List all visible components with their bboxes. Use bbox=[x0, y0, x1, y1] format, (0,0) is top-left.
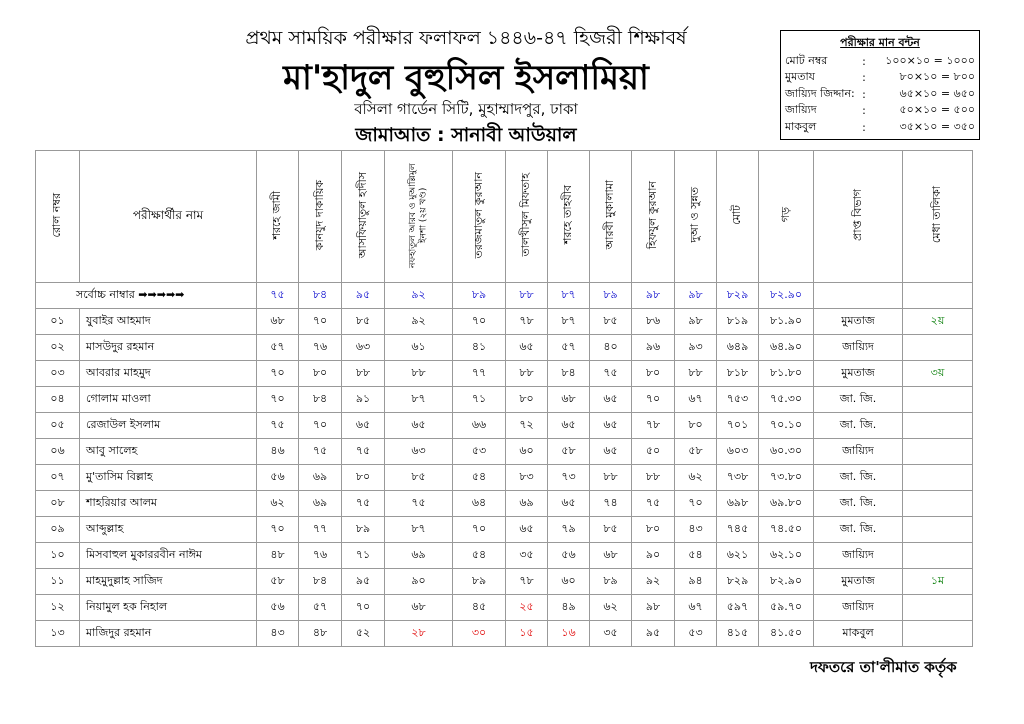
table-row bbox=[36, 543, 973, 569]
grade-row: মোট নম্বর : ১০০×১০ = ১০০০ bbox=[781, 53, 979, 70]
subject-mark: ৭২ bbox=[506, 413, 548, 439]
table-row bbox=[36, 569, 973, 595]
total-mark: ৫৯৭ bbox=[717, 595, 759, 621]
subject-mark: ৪৮ bbox=[257, 543, 299, 569]
merit-position bbox=[903, 387, 973, 413]
highest-mark: ৯৫ bbox=[342, 283, 385, 309]
grade-label: মুমতায bbox=[785, 70, 815, 84]
subject-mark: ৪১ bbox=[453, 335, 506, 361]
table-row bbox=[36, 491, 973, 517]
subject-mark: ৯৫ bbox=[342, 569, 385, 595]
subject-mark: ৮৭ bbox=[385, 387, 453, 413]
subject-mark: ৭৮ bbox=[506, 569, 548, 595]
subject-mark: ৬৮ bbox=[548, 387, 590, 413]
division: জায়্যিদ bbox=[814, 439, 903, 465]
subject-mark: ৬৫ bbox=[590, 387, 632, 413]
merit-position bbox=[903, 491, 973, 517]
highest-mark: ৮৮ bbox=[506, 283, 548, 309]
total-mark: ৭৩৮ bbox=[717, 465, 759, 491]
column-header: দুআ ও সুন্নত bbox=[675, 151, 717, 283]
subject-mark: ৬২ bbox=[675, 465, 717, 491]
subject-mark: ৭১ bbox=[342, 543, 385, 569]
column-header: শরহে তাহযীব bbox=[548, 151, 590, 283]
subject-mark: ৭০ bbox=[299, 413, 342, 439]
merit-position bbox=[903, 621, 973, 647]
subject-mark: ৮৮ bbox=[632, 465, 675, 491]
division: মুমতাজ bbox=[814, 569, 903, 595]
highest-mark: ৭৫ bbox=[257, 283, 299, 309]
subject-mark: ১৫ bbox=[506, 621, 548, 647]
subject-mark: ৭৪ bbox=[590, 491, 632, 517]
student-name: মিসবাহুল মুকাররবীন নাঈম bbox=[80, 543, 257, 569]
subject-mark: ৬৯ bbox=[506, 491, 548, 517]
average-mark: ৮১.৮০ bbox=[759, 361, 814, 387]
subject-mark: ৫৮ bbox=[548, 439, 590, 465]
table-row bbox=[36, 439, 973, 465]
subject-mark: ৩৫ bbox=[590, 621, 632, 647]
subject-mark: ৬৯ bbox=[385, 543, 453, 569]
subject-mark: ৬১ bbox=[385, 335, 453, 361]
merit-position: ২য় bbox=[903, 309, 973, 335]
roll-number: ১০ bbox=[36, 543, 80, 569]
column-header: তালখীসুল মিফতাহ bbox=[506, 151, 548, 283]
total-mark: ৬০৩ bbox=[717, 439, 759, 465]
total-mark: ৭৫৩ bbox=[717, 387, 759, 413]
grade-row: মাকবুল : ৩৫×১০ = ৩৫০ bbox=[781, 119, 979, 136]
subject-mark: ২৮ bbox=[385, 621, 453, 647]
subject-mark: ৫৬ bbox=[257, 465, 299, 491]
highest-total: ৮২৯ bbox=[717, 283, 759, 309]
subject-mark: ৭০ bbox=[257, 517, 299, 543]
subject-mark: ৬২ bbox=[590, 595, 632, 621]
subject-mark: ৮০ bbox=[299, 361, 342, 387]
student-name: আবু সালেহ bbox=[80, 439, 257, 465]
subject-mark: ৭০ bbox=[632, 387, 675, 413]
subject-mark: ৬৭ bbox=[675, 595, 717, 621]
total-mark: ৮২৯ bbox=[717, 569, 759, 595]
subject-mark: ৭৭ bbox=[453, 361, 506, 387]
grade-row: জায়্যিদ : ৫০×১০ = ৫০০ bbox=[781, 103, 979, 120]
table-row bbox=[36, 413, 973, 439]
student-name: মাসউদুর রহমান bbox=[80, 335, 257, 361]
roll-number: ০৪ bbox=[36, 387, 80, 413]
subject-mark: ৯২ bbox=[385, 309, 453, 335]
average-mark: ৮১.৯০ bbox=[759, 309, 814, 335]
student-name: মাজিদুর রহমান bbox=[80, 621, 257, 647]
subject-mark: ৬৮ bbox=[257, 309, 299, 335]
division: জা. জি. bbox=[814, 491, 903, 517]
roll-number: ০৬ bbox=[36, 439, 80, 465]
subject-mark: ৪৮ bbox=[299, 621, 342, 647]
subject-mark: ৬৯ bbox=[299, 465, 342, 491]
student-name: গোলাম মাওলা bbox=[80, 387, 257, 413]
subject-mark: ৫৭ bbox=[257, 335, 299, 361]
subject-mark: ৫৮ bbox=[675, 439, 717, 465]
subject-mark: ৮৮ bbox=[385, 361, 453, 387]
subject-mark: ৮৫ bbox=[342, 309, 385, 335]
subject-mark: ৫৩ bbox=[453, 439, 506, 465]
subject-mark: ৮০ bbox=[632, 361, 675, 387]
subject-mark: ৮৮ bbox=[590, 465, 632, 491]
subject-mark: ৭৩ bbox=[548, 465, 590, 491]
table-row bbox=[36, 517, 973, 543]
subject-mark: ৭৫ bbox=[257, 413, 299, 439]
subject-mark: ৮৭ bbox=[548, 309, 590, 335]
grade-value: ৮০×১০ = ৮০০ bbox=[899, 70, 975, 84]
roll-number: ০৫ bbox=[36, 413, 80, 439]
total-mark: ৭৪৫ bbox=[717, 517, 759, 543]
subject-mark: ৮৮ bbox=[342, 361, 385, 387]
highest-average: ৮২.৯০ bbox=[759, 283, 814, 309]
roll-number: ০৮ bbox=[36, 491, 80, 517]
subject-mark: ৬০ bbox=[506, 439, 548, 465]
student-name: আবরার মাহমুদ bbox=[80, 361, 257, 387]
subject-mark: ৮০ bbox=[632, 517, 675, 543]
subject-mark: ৮৩ bbox=[506, 465, 548, 491]
subject-mark: ৫৭ bbox=[548, 335, 590, 361]
column-header: রোল নম্বর bbox=[36, 151, 80, 283]
highest-mark: ৯৮ bbox=[632, 283, 675, 309]
subject-mark: ৪০ bbox=[590, 335, 632, 361]
subject-mark: ৮০ bbox=[342, 465, 385, 491]
subject-mark: ৭৫ bbox=[385, 491, 453, 517]
highest-mark: ৯২ bbox=[385, 283, 453, 309]
subject-mark: ৫৬ bbox=[548, 543, 590, 569]
subject-mark: ৮৬ bbox=[632, 309, 675, 335]
division: জায়্যিদ bbox=[814, 543, 903, 569]
highest-mark: ৮৯ bbox=[453, 283, 506, 309]
subject-mark: ৬৫ bbox=[342, 413, 385, 439]
subject-mark: ৪৩ bbox=[257, 621, 299, 647]
subject-mark: ৫৮ bbox=[257, 569, 299, 595]
table-row bbox=[36, 309, 973, 335]
subject-mark: ৫০ bbox=[632, 439, 675, 465]
average-mark: ৫৯.৭০ bbox=[759, 595, 814, 621]
subject-mark: ৫৩ bbox=[675, 621, 717, 647]
column-header: তরজমাতুল কুরআন bbox=[453, 151, 506, 283]
subject-mark: ৯৪ bbox=[675, 569, 717, 595]
merit-position bbox=[903, 517, 973, 543]
subject-mark: ৮৮ bbox=[675, 361, 717, 387]
column-header: কানযুদ দাকায়িক bbox=[299, 151, 342, 283]
subject-mark: ৭৫ bbox=[342, 491, 385, 517]
subject-mark: ৯০ bbox=[385, 569, 453, 595]
subject-mark: ৬৩ bbox=[385, 439, 453, 465]
subject-mark: ৬০ bbox=[548, 569, 590, 595]
subject-mark: ২৫ bbox=[506, 595, 548, 621]
subject-mark: ৭০ bbox=[257, 361, 299, 387]
total-mark: ৬৪৯ bbox=[717, 335, 759, 361]
subject-mark: ৮৪ bbox=[299, 387, 342, 413]
subject-mark: ৬৫ bbox=[506, 335, 548, 361]
table-row bbox=[36, 361, 973, 387]
subject-mark: ৯৬ bbox=[632, 335, 675, 361]
subject-mark: ৬৮ bbox=[385, 595, 453, 621]
table-row bbox=[36, 387, 973, 413]
merit-position bbox=[903, 335, 973, 361]
subject-mark: ৯২ bbox=[632, 569, 675, 595]
average-mark: ৪১.৫০ bbox=[759, 621, 814, 647]
subject-mark: ৭০ bbox=[299, 309, 342, 335]
subject-mark: ৮৫ bbox=[590, 517, 632, 543]
grade-label: মোট নম্বর bbox=[785, 53, 828, 67]
grade-row: জায়্যিদ জিদ্দান: : ৬৫×১০ = ৬৫০ bbox=[781, 86, 979, 103]
subject-mark: ৩০ bbox=[453, 621, 506, 647]
total-mark: ৬২১ bbox=[717, 543, 759, 569]
table-row bbox=[36, 595, 973, 621]
grade-box-title: পরীক্ষার মান বন্টন bbox=[840, 36, 920, 49]
subject-mark: ৭৫ bbox=[342, 439, 385, 465]
empty-cell bbox=[903, 283, 973, 309]
highest-mark: ৮৯ bbox=[590, 283, 632, 309]
subject-mark: ৭৫ bbox=[299, 439, 342, 465]
division: জায়্যিদ bbox=[814, 595, 903, 621]
subject-mark: ৬২ bbox=[257, 491, 299, 517]
highest-marks-label: সর্বোচ্চ নাম্বার ➡➡➡➡➡ bbox=[36, 283, 257, 309]
subject-mark: ৭০ bbox=[675, 491, 717, 517]
subject-mark: ৫৪ bbox=[453, 465, 506, 491]
subject-mark: ৯৩ bbox=[675, 335, 717, 361]
subject-mark: ৭৭ bbox=[299, 517, 342, 543]
grade-value: ১০০×১০ = ১০০০ bbox=[885, 53, 975, 67]
subject-mark: ৯৫ bbox=[632, 621, 675, 647]
subject-mark: ৯৮ bbox=[675, 309, 717, 335]
student-name: মাহমুদুল্লাহ সাজিদ bbox=[80, 569, 257, 595]
subject-mark: ৭৬ bbox=[299, 335, 342, 361]
institution-address: বসিলা গার্ডেন সিটি, মুহাম্মাদপুর, ঢাকা bbox=[354, 100, 578, 118]
roll-number: ১৩ bbox=[36, 621, 80, 647]
column-header: প্রাপ্ত বিভাগ bbox=[814, 151, 903, 283]
subject-mark: ৯৮ bbox=[632, 595, 675, 621]
empty-cell bbox=[814, 283, 903, 309]
division: মাকবুল bbox=[814, 621, 903, 647]
total-mark: ৮১৮ bbox=[717, 361, 759, 387]
subject-mark: ৫৬ bbox=[257, 595, 299, 621]
student-name: যুবাইর আহমাদ bbox=[80, 309, 257, 335]
merit-position: ১ম bbox=[903, 569, 973, 595]
average-mark: ৭৪.৫০ bbox=[759, 517, 814, 543]
subject-mark: ৭৯ bbox=[548, 517, 590, 543]
table-row bbox=[36, 335, 973, 361]
subject-mark: ৬৮ bbox=[590, 543, 632, 569]
subject-mark: ৭০ bbox=[257, 387, 299, 413]
subject-mark: ৭০ bbox=[453, 309, 506, 335]
column-header: মোট bbox=[717, 151, 759, 283]
column-header: আরবী মুকালামা bbox=[590, 151, 632, 283]
highest-marks-row bbox=[36, 283, 973, 309]
division: জা. জি. bbox=[814, 413, 903, 439]
subject-mark: ৬৫ bbox=[590, 439, 632, 465]
subject-mark: ৮৫ bbox=[385, 465, 453, 491]
division: মুমতাজ bbox=[814, 361, 903, 387]
institution-name: মা'হাদুল বুহুসিল ইসলামিয়া bbox=[283, 58, 649, 98]
subject-mark: ৪৬ bbox=[257, 439, 299, 465]
student-name: আব্দুল্লাহ bbox=[80, 517, 257, 543]
roll-number: ০৭ bbox=[36, 465, 80, 491]
subject-mark: ৭১ bbox=[453, 387, 506, 413]
total-mark: ৪১৫ bbox=[717, 621, 759, 647]
roll-number: ১২ bbox=[36, 595, 80, 621]
subject-mark: ৭৬ bbox=[299, 543, 342, 569]
subject-mark: ৬৬ bbox=[453, 413, 506, 439]
subject-mark: ৭৮ bbox=[506, 309, 548, 335]
column-header: আসফিয়াতুল হাদীস bbox=[342, 151, 385, 283]
average-mark: ৭৩.৮০ bbox=[759, 465, 814, 491]
grade-value: ৬৫×১০ = ৬৫০ bbox=[899, 86, 975, 100]
subject-mark: ৮৮ bbox=[506, 361, 548, 387]
column-header: হিফযুল কুরআন bbox=[632, 151, 675, 283]
exam-title: প্রথম সাময়িক পরীক্ষার ফলাফল ১৪৪৬-৪৭ হিজরী শিক্ষাবর্ষ bbox=[245, 27, 687, 49]
division: জা. জি. bbox=[814, 387, 903, 413]
division: জা. জি. bbox=[814, 517, 903, 543]
subject-mark: ৮৯ bbox=[342, 517, 385, 543]
subject-mark: ৬৫ bbox=[590, 413, 632, 439]
subject-mark: ৫৪ bbox=[453, 543, 506, 569]
subject-mark: ৭৮ bbox=[632, 413, 675, 439]
subject-mark: ৮৫ bbox=[590, 309, 632, 335]
subject-mark: ৬৫ bbox=[506, 517, 548, 543]
subject-mark: ৯০ bbox=[632, 543, 675, 569]
roll-number: ১১ bbox=[36, 569, 80, 595]
roll-number: ০২ bbox=[36, 335, 80, 361]
subject-mark: ৬৫ bbox=[385, 413, 453, 439]
roll-number: ০৯ bbox=[36, 517, 80, 543]
subject-mark: ৭৫ bbox=[590, 361, 632, 387]
merit-position bbox=[903, 465, 973, 491]
table-row bbox=[36, 621, 973, 647]
subject-mark: ৬৫ bbox=[548, 491, 590, 517]
column-header: মেধা তালিকা bbox=[903, 151, 973, 283]
subject-mark: ৭০ bbox=[342, 595, 385, 621]
subject-mark: ৯১ bbox=[342, 387, 385, 413]
grade-label: মাকবুল bbox=[785, 119, 817, 133]
merit-position bbox=[903, 413, 973, 439]
average-mark: ৭৫.৩০ bbox=[759, 387, 814, 413]
roll-number: ০১ bbox=[36, 309, 80, 335]
subject-mark: ৭৫ bbox=[632, 491, 675, 517]
merit-position: ৩য় bbox=[903, 361, 973, 387]
grade-label: জায়্যিদ bbox=[785, 103, 817, 117]
subject-mark: ৬৭ bbox=[675, 387, 717, 413]
grade-value: ৩৫×১০ = ৩৫০ bbox=[899, 119, 975, 133]
grade-row: মুমতায : ৮০×১০ = ৮০০ bbox=[781, 70, 979, 87]
merit-position bbox=[903, 439, 973, 465]
total-mark: ৮১৯ bbox=[717, 309, 759, 335]
column-header: পরীক্ষার্থীর নাম bbox=[80, 151, 257, 283]
highest-mark: ৯৮ bbox=[675, 283, 717, 309]
subject-mark: ৫৪ bbox=[675, 543, 717, 569]
average-mark: ৭০.১০ bbox=[759, 413, 814, 439]
division: জা. জি. bbox=[814, 465, 903, 491]
highest-mark: ৮৭ bbox=[548, 283, 590, 309]
subject-mark: ৮৪ bbox=[299, 569, 342, 595]
division: মুমতাজ bbox=[814, 309, 903, 335]
subject-mark: ৮৯ bbox=[453, 569, 506, 595]
subject-mark: ৮৭ bbox=[385, 517, 453, 543]
subject-mark: ৫৭ bbox=[299, 595, 342, 621]
student-name: শাহরিয়ার আলম bbox=[80, 491, 257, 517]
total-mark: ৭০১ bbox=[717, 413, 759, 439]
division: জায়্যিদ bbox=[814, 335, 903, 361]
class-name: জামাআত : সানাবী আউয়াল bbox=[355, 124, 577, 146]
subject-mark: ৮৯ bbox=[590, 569, 632, 595]
merit-position bbox=[903, 543, 973, 569]
subject-mark: ৪৩ bbox=[675, 517, 717, 543]
subject-mark: ৮০ bbox=[506, 387, 548, 413]
student-name: নিয়ামুল হক নিহাল bbox=[80, 595, 257, 621]
average-mark: ৬০.৩০ bbox=[759, 439, 814, 465]
subject-mark: ৬৪ bbox=[453, 491, 506, 517]
subject-mark: ৫২ bbox=[342, 621, 385, 647]
column-header: গড় bbox=[759, 151, 814, 283]
table-header-row bbox=[36, 151, 973, 283]
subject-mark: ৭০ bbox=[453, 517, 506, 543]
table-row bbox=[36, 465, 973, 491]
subject-mark: ৮৪ bbox=[548, 361, 590, 387]
student-name: রেজাউল ইসলাম bbox=[80, 413, 257, 439]
subject-mark: ৬৯ bbox=[299, 491, 342, 517]
result-table bbox=[35, 150, 973, 647]
subject-mark: ৪৯ bbox=[548, 595, 590, 621]
merit-position bbox=[903, 595, 973, 621]
student-name: মু'তাসিম বিল্লাহ bbox=[80, 465, 257, 491]
subject-mark: ৪৫ bbox=[453, 595, 506, 621]
average-mark: ৬৯.৮০ bbox=[759, 491, 814, 517]
average-mark: ৬২.১০ bbox=[759, 543, 814, 569]
grade-label: জায়্যিদ জিদ্দান: bbox=[785, 86, 855, 100]
subject-mark: ৬৩ bbox=[342, 335, 385, 361]
issuer-footer: দফতরে তা'লীমাত কর্তৃক bbox=[810, 658, 957, 676]
column-header: নফহাতুল আরব ও মুআল্লিমুল ইনশা (২য় খণ্ড) bbox=[385, 151, 453, 283]
average-mark: ৮২.৯০ bbox=[759, 569, 814, 595]
subject-mark: ৬৫ bbox=[548, 413, 590, 439]
subject-mark: ১৬ bbox=[548, 621, 590, 647]
subject-mark: ৮০ bbox=[675, 413, 717, 439]
column-header: শরহে জামী bbox=[257, 151, 299, 283]
highest-mark: ৮৪ bbox=[299, 283, 342, 309]
total-mark: ৬৯৮ bbox=[717, 491, 759, 517]
grade-distribution-box bbox=[780, 30, 980, 140]
subject-mark: ৩৫ bbox=[506, 543, 548, 569]
grade-value: ৫০×১০ = ৫০০ bbox=[899, 103, 975, 117]
average-mark: ৬৪.৯০ bbox=[759, 335, 814, 361]
roll-number: ০৩ bbox=[36, 361, 80, 387]
